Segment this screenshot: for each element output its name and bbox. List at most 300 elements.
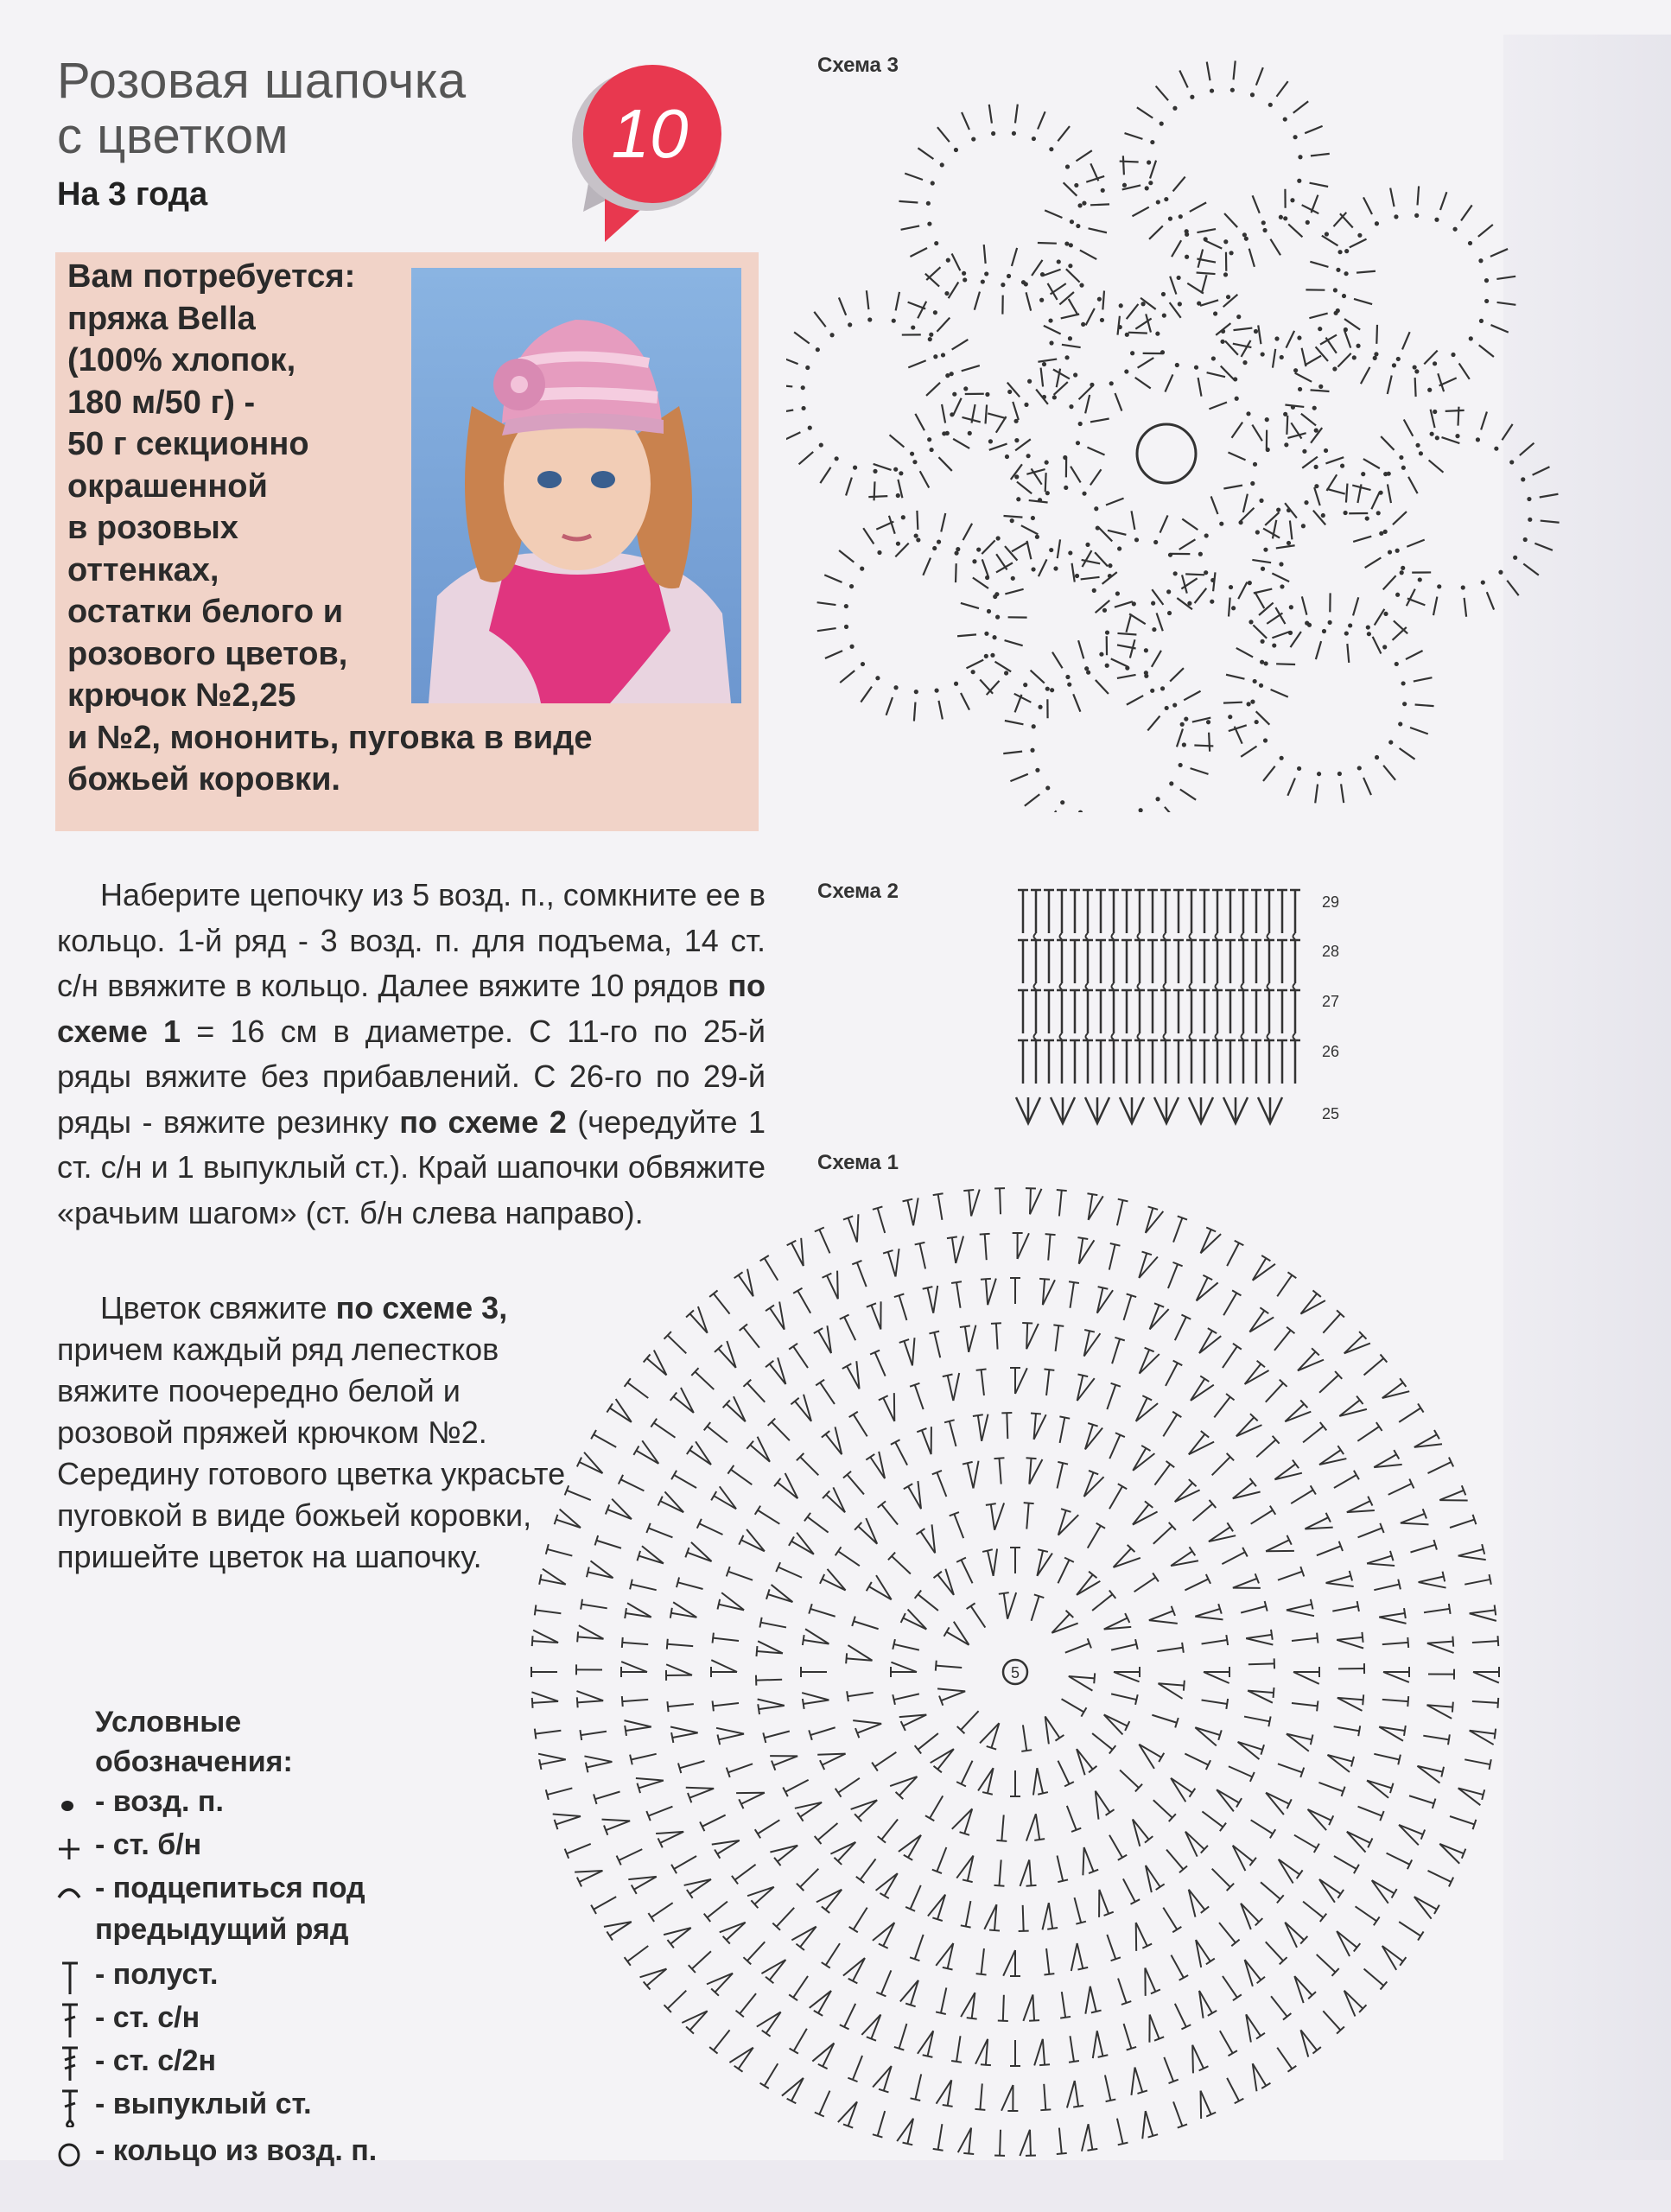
crown-stitch-top — [1118, 1855, 1127, 1860]
petal-stitch — [1315, 785, 1318, 804]
petal-stitch — [1458, 407, 1459, 426]
petal-stitch — [1346, 484, 1348, 503]
crown-stitch-top — [951, 1281, 962, 1283]
petal-stitch — [1132, 207, 1148, 217]
scheme2-label: Схема 2 — [817, 880, 899, 903]
petal-stitch — [926, 383, 940, 396]
materials-line: окрашенной — [67, 467, 268, 505]
crown-stitch-top — [1314, 1844, 1319, 1853]
crown-stitch — [1364, 1358, 1384, 1375]
petal-stitch — [1090, 469, 1102, 485]
crown-stitch — [713, 1638, 739, 1641]
crown-stitch — [1059, 1191, 1062, 1217]
crown-fan-stitch — [802, 1693, 829, 1700]
petal-chain-dot — [1220, 340, 1224, 344]
crown-stitch-top — [711, 1491, 716, 1500]
crown-fan-stitch — [1337, 1931, 1350, 1956]
crown-stitch — [747, 1942, 765, 1961]
petal-stitch — [1290, 520, 1293, 539]
crown-stitch — [966, 1901, 971, 1926]
petal-stitch — [1270, 239, 1280, 256]
crown-stitch — [1077, 1943, 1083, 1968]
petal-chain-dot — [1427, 388, 1432, 392]
crown-stitch — [1146, 2111, 1153, 2136]
crown-stitch-top — [1172, 1412, 1181, 1417]
petal-stitch — [1302, 205, 1319, 213]
crown-stitch — [1202, 1640, 1228, 1643]
crown-stitch — [622, 1700, 648, 1701]
crown-stitch — [1048, 1235, 1050, 1261]
petal-chain-dot — [1528, 518, 1532, 522]
crown-stitch-top — [1206, 1959, 1215, 1965]
petal-stitch — [1481, 412, 1487, 430]
crown-stitch-top — [1404, 1726, 1406, 1736]
crown-stitch-top — [734, 2066, 743, 2072]
petal-chain-dot — [1064, 241, 1069, 245]
crown-stitch — [689, 1450, 711, 1465]
crown-fan-stitch — [1253, 1264, 1275, 1281]
crown-stitch — [714, 1496, 736, 1509]
petal-chain-dot — [1032, 724, 1036, 728]
crown-fan-stitch — [1201, 2091, 1202, 2119]
petal-stitch — [1127, 696, 1143, 705]
crown-stitch — [680, 1761, 705, 1768]
crown-fan-stitch — [1015, 1368, 1027, 1394]
petal-stitch — [1090, 204, 1109, 205]
petal-stitch — [1223, 295, 1238, 307]
petal-stitch — [1256, 67, 1263, 86]
petal-stitch — [1180, 789, 1196, 799]
petal-chain-dot — [1169, 781, 1173, 785]
petal-stitch — [1534, 543, 1553, 550]
crown-stitch — [1244, 1717, 1269, 1722]
crown-stitch — [627, 1382, 648, 1398]
crown-stitch — [728, 1764, 753, 1772]
petal-stitch — [984, 245, 986, 264]
petal-chain-dot — [1297, 335, 1301, 340]
crown-fan-stitch — [1077, 1581, 1100, 1595]
petal-stitch — [1102, 291, 1104, 310]
petal-chain-dot — [819, 442, 823, 447]
petal-stitch — [914, 702, 916, 721]
crown-stitch — [1332, 1606, 1357, 1611]
crown-stitch — [1279, 1859, 1299, 1874]
crown-stitch — [915, 1935, 924, 1959]
post-mark — [1034, 983, 1037, 989]
crown-stitch — [1212, 1869, 1230, 1887]
crown-fan-stitch — [654, 1351, 667, 1376]
petal-chain-dot — [1125, 666, 1129, 671]
petal-chain-dot — [893, 685, 898, 690]
stitch-mark — [1251, 890, 1261, 933]
petal-chain-dot — [1065, 164, 1070, 168]
crown-stitch-top — [904, 1855, 912, 1860]
crown-stitch — [581, 1605, 607, 1609]
crown-fan-stitch — [912, 1338, 915, 1365]
petal-chain-dot — [1261, 220, 1266, 225]
stitch-mark — [1109, 1040, 1119, 1084]
crown-stitch — [631, 1754, 656, 1760]
petal-chain-dot — [1063, 455, 1067, 460]
petal-chain-dot — [1060, 800, 1064, 804]
petal-stitch — [786, 432, 800, 440]
petal-chain-dot — [1366, 625, 1370, 629]
petal-stitch — [867, 290, 869, 309]
petal-chain-dot — [1042, 362, 1046, 366]
stitch-mark — [1134, 1040, 1145, 1084]
crown-stitch — [1185, 1579, 1208, 1590]
crown-stitch — [547, 1549, 572, 1556]
crown-stitch — [1382, 1946, 1403, 1961]
petal-stitch — [1013, 402, 1019, 420]
crown-fan-stitch — [1470, 1613, 1496, 1621]
petal-chain-dot — [1139, 808, 1143, 812]
crown-stitch — [606, 1821, 630, 1830]
crown-stitch — [1000, 1188, 1001, 1214]
petal-stitch — [1490, 325, 1508, 333]
petal-stitch — [1221, 366, 1234, 380]
crown-stitch-top — [1448, 1734, 1450, 1745]
petal-chain-dot — [1109, 381, 1114, 385]
crown-stitch-top — [758, 1704, 759, 1714]
crown-fan-stitch — [1458, 1556, 1486, 1560]
petal-chain-dot — [956, 547, 960, 551]
petal-stitch — [1229, 725, 1247, 731]
petal-chain-dot — [1084, 666, 1089, 671]
crown-stitch — [536, 1610, 562, 1613]
stitch-mark — [1044, 890, 1054, 933]
stitch-mark — [1199, 990, 1210, 1033]
crown-stitch — [674, 1475, 696, 1488]
petal-stitch — [1038, 111, 1045, 129]
crown-stitch — [899, 1295, 907, 1320]
petal-stitch — [1286, 331, 1294, 348]
crown-stitch-top — [1073, 2106, 1083, 2107]
crown-fan-stitch — [1026, 1324, 1039, 1349]
crown-stitch — [1382, 1700, 1408, 1701]
petal-stitch — [1461, 205, 1472, 220]
petal-stitch — [1479, 345, 1494, 357]
post-mark — [1112, 933, 1115, 939]
petal-stitch — [1347, 644, 1349, 663]
petal-stitch — [1302, 596, 1307, 614]
stitch-mark — [1083, 890, 1093, 933]
crown-stitch-top — [999, 1592, 1009, 1594]
crown-stitch — [1189, 1434, 1205, 1454]
row-number: 28 — [1322, 943, 1339, 960]
petal-stitch — [1061, 314, 1079, 318]
petal-chain-dot — [1180, 722, 1185, 727]
crown-stitch — [1287, 1605, 1312, 1611]
crown-stitch — [1233, 1579, 1257, 1588]
petal-chain-dot — [1293, 135, 1297, 139]
crown-stitch-top — [1374, 1916, 1380, 1925]
petal-chain-dot — [984, 271, 988, 276]
crown-fan-stitch — [621, 1662, 647, 1672]
petal-chain-dot — [1255, 720, 1259, 724]
crown-fan-stitch — [720, 1486, 736, 1509]
post-mark — [1164, 1033, 1166, 1039]
crown-fan-stitch — [988, 1279, 996, 1306]
stitch-mark — [1070, 1040, 1080, 1084]
petal-stitch — [1415, 705, 1434, 707]
post-mark — [1060, 983, 1063, 989]
crown-stitch-top — [1034, 1839, 1045, 1840]
stitch-mark — [1147, 890, 1158, 933]
petal-stitch — [1438, 373, 1444, 391]
petal-chain-dot — [962, 271, 966, 276]
crown-stitch — [1175, 1483, 1193, 1502]
petal-chain-dot — [1248, 581, 1252, 585]
petal-chain-dot — [1134, 537, 1139, 542]
petal-chain-dot — [931, 181, 935, 185]
petal-stitch — [1160, 515, 1168, 532]
crown-stitch-top — [667, 1639, 668, 1649]
crown-stitch-top — [1190, 1547, 1196, 1555]
crown-fan-stitch — [1414, 1897, 1432, 1919]
stitch-mark — [1031, 990, 1041, 1033]
petal-chain-dot — [1357, 233, 1362, 238]
petal-chain-dot — [926, 201, 931, 206]
crown-stitch — [1171, 1778, 1192, 1793]
crown-stitch — [915, 2074, 921, 2099]
petal-stitch — [961, 693, 969, 710]
crown-stitch-top — [1031, 1413, 1041, 1414]
crown-stitch — [1153, 1800, 1172, 1817]
crown-fan-stitch — [1199, 1336, 1221, 1353]
materials-line: остатки белого и — [67, 594, 344, 630]
crown-stitch-top — [766, 1305, 774, 1311]
crown-stitch — [794, 2029, 807, 2051]
petal-chain-dot — [1226, 295, 1230, 299]
crown-stitch-top — [1077, 1967, 1088, 1970]
crown-stitch-top — [1098, 1287, 1109, 1289]
petal-chain-dot — [937, 540, 941, 544]
petal-chain-dot — [1413, 365, 1417, 369]
petal-chain-dot — [1379, 531, 1383, 536]
crown-fan-stitch — [616, 1399, 632, 1422]
petal-stitch — [1031, 671, 1045, 683]
petal-stitch — [1072, 563, 1075, 582]
petal-stitch — [1400, 748, 1415, 760]
crown-fan-stitch — [1383, 1672, 1409, 1682]
crown-stitch — [1387, 1853, 1410, 1865]
petal-chain-dot — [1387, 472, 1391, 476]
crown-stitch — [904, 1341, 912, 1365]
petal-stitch — [1182, 575, 1187, 593]
row-number: 26 — [1322, 1043, 1339, 1060]
materials-line: 50 г секционно — [67, 426, 309, 462]
crown-stitch — [1414, 1897, 1437, 1910]
crown-stitch — [1097, 2031, 1103, 2056]
petal-stitch — [1135, 378, 1151, 389]
crown-stitch-top — [1497, 1636, 1498, 1646]
materials-line: божьей коровки. — [67, 761, 340, 798]
petal-chain-dot — [1468, 241, 1472, 245]
crown-fan-stitch — [1071, 1943, 1077, 1971]
petal-chain-dot — [849, 584, 854, 588]
crown-stitch-top — [732, 1876, 738, 1885]
crown-stitch — [695, 1372, 714, 1390]
petal-stitch — [952, 340, 969, 350]
petal-stitch — [1025, 794, 1039, 805]
crown-stitch-top — [1400, 1378, 1406, 1387]
crown-stitch — [1303, 1902, 1323, 1918]
crown-fan-stitch — [1204, 1672, 1229, 1683]
stitch-mark — [1057, 1040, 1067, 1084]
crown-stitch — [883, 1398, 894, 1421]
crown-stitch — [847, 1475, 863, 1495]
crown-stitch-top — [1270, 1506, 1275, 1515]
crown-stitch-top — [1495, 1729, 1496, 1739]
crown-fan-stitch — [686, 1788, 714, 1789]
crown-stitch — [1075, 2081, 1078, 2107]
petal-stitch — [1418, 186, 1420, 205]
post-mark — [1138, 983, 1140, 989]
crown-stitch — [1175, 2004, 1186, 2027]
post-mark — [1293, 983, 1296, 989]
petal-chain-dot — [1376, 511, 1381, 515]
petal-chain-dot — [1263, 738, 1268, 742]
petal-chain-dot — [995, 615, 1000, 620]
crown-stitch-top — [1434, 1905, 1439, 1914]
crown-stitch — [777, 1908, 795, 1927]
crown-stitch — [988, 1551, 994, 1576]
crown-fan-stitch — [642, 1440, 658, 1464]
post-mark — [1034, 933, 1037, 939]
crown-stitch-top — [1271, 1630, 1273, 1640]
crown-stitch-top — [1452, 1702, 1453, 1713]
crown-stitch — [853, 1958, 865, 1981]
crown-stitch-top — [756, 1646, 757, 1656]
petal-stitch — [1190, 202, 1206, 212]
crown-stitch — [1285, 1923, 1304, 1940]
petal-chain-dot — [1304, 500, 1308, 505]
crown-stitch — [577, 1700, 603, 1702]
petal-stitch — [918, 302, 926, 319]
crown-stitch — [1245, 1363, 1261, 1383]
petal-stitch — [1276, 81, 1287, 97]
crown-stitch — [999, 1859, 1001, 1885]
petal-stitch — [1026, 469, 1045, 474]
crown-stitch — [1214, 1397, 1229, 1418]
stitch-mark — [1109, 940, 1119, 983]
crown-stitch-top — [960, 1325, 970, 1327]
crown-stitch-top — [936, 1661, 937, 1671]
petal-stitch — [1026, 292, 1032, 310]
crown-stitch — [819, 2091, 829, 2114]
crown-stitch — [791, 2078, 804, 2101]
post-mark — [1216, 933, 1218, 939]
petal-chain-dot — [1155, 797, 1160, 801]
crown-stitch — [1105, 2075, 1111, 2101]
crown-stitch — [810, 1727, 836, 1735]
petal-stitch — [961, 603, 979, 608]
crown-stitch-top — [1039, 1279, 1050, 1280]
crown-stitch — [1222, 1552, 1245, 1564]
petal-chain-dot — [1175, 363, 1179, 367]
crown-stitch — [1300, 1294, 1317, 1313]
stitch-mark — [1018, 1040, 1028, 1084]
petal-chain-dot — [988, 439, 993, 443]
crown-stitch — [848, 1693, 874, 1696]
petal-chain-dot — [929, 333, 933, 337]
crown-stitch — [1123, 1878, 1135, 1902]
crown-stitch — [899, 2024, 907, 2049]
petal-chain-dot — [927, 221, 931, 226]
crown-stitch-top — [1434, 1430, 1439, 1439]
petal-stitch — [1194, 746, 1213, 747]
crown-stitch — [818, 1991, 831, 2013]
post-mark — [1190, 983, 1192, 989]
crown-stitch — [928, 1287, 934, 1313]
crown-fan-stitch — [761, 1960, 785, 1974]
petal-stitch — [1287, 433, 1306, 438]
petal-stitch — [988, 413, 1006, 418]
petal-chain-dot — [1030, 748, 1034, 753]
petal-stitch — [1373, 637, 1382, 654]
petal-stitch — [982, 540, 994, 554]
crown-stitch — [1070, 1282, 1073, 1308]
crown-stitch-top — [591, 1430, 596, 1439]
crown-stitch — [1077, 1574, 1093, 1594]
petal-stitch — [1487, 592, 1494, 609]
petal-chain-dot — [1068, 550, 1072, 555]
petal-chain-dot — [861, 662, 865, 666]
petal-chain-dot — [1010, 518, 1014, 523]
petal-stitch — [1263, 766, 1275, 781]
crown-stitch-top — [803, 1635, 804, 1645]
legend-title: Условные обозначения: — [95, 1706, 293, 1778]
crown-stitch-top — [1311, 1734, 1313, 1745]
petal-chain-dot — [1395, 549, 1400, 553]
petal-chain-dot — [873, 469, 877, 474]
title-line-1: Розовая шапочка — [57, 53, 467, 109]
petal-stitch — [1129, 613, 1146, 624]
crown-stitch-top — [1077, 1237, 1088, 1239]
crown-fan-stitch — [1337, 1640, 1363, 1649]
petal-stitch — [1197, 273, 1216, 275]
petal-stitch — [952, 253, 961, 270]
stitch-mark — [1057, 990, 1067, 1033]
crown-stitch-top — [1069, 1281, 1079, 1283]
crown-fan-stitch — [1192, 2045, 1193, 2074]
materials-line: 180 м/50 г) - — [67, 384, 256, 421]
crown-stitch — [1326, 1576, 1351, 1583]
petal-chain-dot — [1179, 214, 1183, 219]
crown-stitch-top — [1118, 2143, 1128, 2145]
crown-stitch — [956, 2036, 960, 2062]
petal-chain-dot — [946, 258, 950, 263]
petal-stitch — [1073, 694, 1080, 711]
petal-chain-dot — [1357, 766, 1362, 770]
post-mark — [1242, 983, 1244, 989]
petal-chain-dot — [993, 594, 997, 599]
petal-chain-dot — [1293, 368, 1298, 372]
petal-stitch — [1209, 733, 1210, 752]
petal-chain-dot — [1078, 422, 1083, 426]
fan-mark — [1085, 1097, 1109, 1123]
crown-stitch — [1277, 1275, 1292, 1297]
crown-fan-stitch — [810, 1991, 831, 2008]
stitch-mark — [1238, 990, 1248, 1033]
crown-fan-stitch — [670, 1727, 698, 1733]
petal-chain-dot — [914, 690, 918, 694]
crown-stitch — [962, 1761, 973, 1784]
petal-chain-dot — [1375, 221, 1379, 226]
crown-stitch-top — [1110, 1243, 1121, 1246]
petal-chain-dot — [875, 676, 880, 680]
